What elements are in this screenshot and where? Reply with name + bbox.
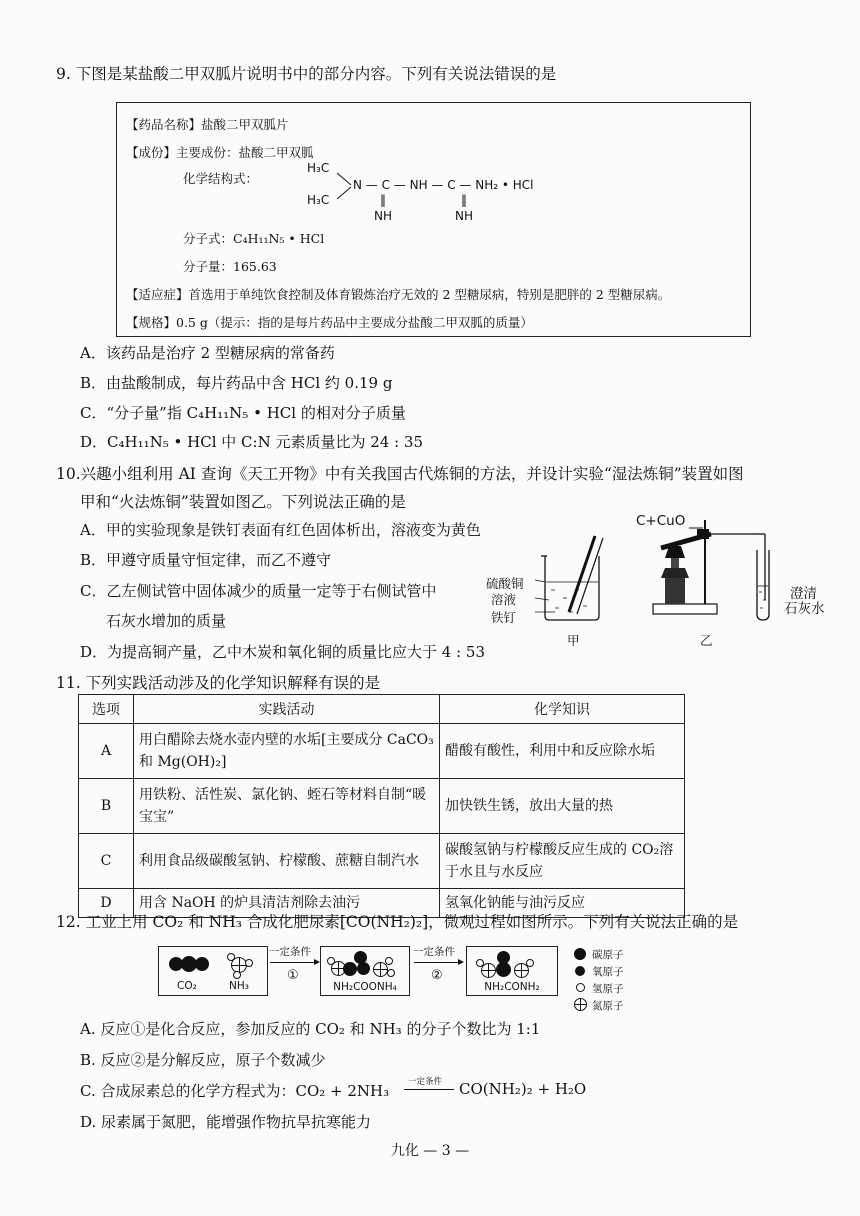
hydrogen-atom: [476, 959, 484, 967]
row-option: D: [79, 889, 134, 918]
q10-stem-line2: 甲和“火法炼铜”装置如图乙。下列说法正确的是: [80, 493, 406, 511]
product-label: NH₂CONH₂: [484, 981, 540, 993]
q12-option-c-product: CO(NH₂)₂ + H₂O: [459, 1080, 587, 1098]
row-knowledge: 碳酸氢钠与柠檬酸反应生成的 CO₂溶于水且与水反应: [445, 842, 674, 880]
carbon-atom: [496, 962, 511, 977]
row-option: B: [79, 779, 134, 834]
q9-option-b: B．由盐酸制成，每片药品中含 HCl 约 0.19 g: [80, 374, 393, 392]
arrow-1: [270, 962, 316, 963]
co2-label: CO₂: [177, 980, 197, 992]
oxygen-atom: [357, 962, 370, 975]
q10-option-d: D．为提高铜产量，乙中木炭和氧化铜的质量比应大于 4 : 53: [80, 643, 486, 661]
q12-option-c: C. 合成尿素总的化学方程式为：CO₂ + 2NH₃: [80, 1082, 390, 1100]
q12-option-b: B. 反应②是分解反应，原子个数减少: [80, 1051, 326, 1069]
step-2: ②: [431, 968, 443, 983]
drug-name: 【药品名称】盐酸二甲双胍片: [126, 117, 289, 132]
row-option: C: [79, 834, 134, 889]
hydrogen-atom: [387, 969, 395, 977]
h3c-bottom: H₃C: [307, 193, 330, 207]
legend-oxygen-icon: [575, 966, 585, 976]
intermediate-box: [320, 946, 410, 996]
q11-stem: 11. 下列实践活动涉及的化学知识解释有误的是: [56, 674, 381, 692]
condition-1: 一定条件: [269, 946, 311, 958]
row-knowledge: 加快铁生锈，放出大量的热: [445, 798, 613, 814]
row-activity: 用铁粉、活性炭、氯化钠、蛭石等材料自制“暖宝宝”: [139, 787, 427, 825]
row-activity: 用含 NaOH 的炉具清洁剂除去油污: [139, 895, 361, 911]
row-activity: 利用食品级碳酸氢钠、柠檬酸、蔗糖自制汽水: [139, 853, 419, 869]
row-knowledge: 氢氧化钠能与油污反应: [445, 895, 585, 911]
hydrogen-atom: [327, 957, 335, 965]
hydrogen-atom: [245, 959, 253, 967]
legend-hydrogen: 氢原子: [592, 983, 624, 995]
legend-hydrogen-icon: [576, 983, 585, 992]
q10-option-c-cont: 石灰水增加的质量: [106, 612, 227, 630]
chain: N — C — NH — C — NH₂ • HCl: [353, 178, 534, 192]
legend-carbon: 碳原子: [592, 949, 624, 961]
reactants-box: [158, 946, 268, 996]
row-option: A: [79, 724, 134, 779]
table-row: [79, 779, 685, 834]
equation-arrow: [404, 1089, 454, 1090]
arrow-2: [414, 962, 460, 963]
hydrogen-atom: [227, 953, 235, 961]
row-activity: 用白醋除去烧水壶内壁的水垢[主要成分 CaCO₃和 Mg(OH)₂]: [139, 732, 434, 770]
table-header-option: 选项: [79, 695, 134, 724]
nail-label: 铁钉: [491, 610, 517, 625]
molecular-formula: 分子式：C₄H₁₁N₅ • HCl: [183, 231, 325, 246]
equation-condition: 一定条件: [408, 1077, 443, 1087]
row-knowledge: 醋酸有酸性，利用中和反应除水垢: [445, 743, 655, 759]
q12-option-d: D. 尿素属于氮肥，能增强作物抗旱抗寒能力: [80, 1113, 372, 1131]
q10-stem-line1: 10.兴趣小组利用 AI 查询《天工开物》中有关我国古代炼铜的方法，并设计实验“湿法炼铜”装置如图: [56, 465, 744, 483]
hydrogen-atom: [385, 957, 393, 965]
table-row: [79, 834, 685, 889]
q9-option-d: D．C₄H₁₁N₅ • HCl 中 C:N 元素质量比为 24 : 35: [80, 433, 423, 451]
indication: 【适应症】首选用于单纯饮食控制及体育锻炼治疗无效的 2 型糖尿病，特别是肥胖的 2 型糖尿病。: [126, 287, 671, 302]
table-row: [79, 724, 685, 779]
carbon-atom: [343, 962, 357, 976]
q11-table: [78, 694, 685, 918]
structure-label: 化学结构式：: [183, 171, 259, 186]
legend-carbon-icon: [574, 948, 586, 960]
q9-option-c: C．“分子量”指 C₄H₁₁N₅ • HCl 的相对分子质量: [80, 404, 406, 422]
oxygen-atom: [195, 957, 209, 971]
h3c-top: H₃C: [307, 161, 330, 175]
page-footer: 九化 — 3 —: [390, 1143, 470, 1159]
legend-nitrogen: 氮原子: [592, 1000, 624, 1012]
legend-nitrogen-icon: [574, 998, 587, 1011]
specification: 【规格】0.5 g（提示：指的是每片药品中主要成分盐酸二甲双胍的质量）: [126, 315, 533, 330]
cuso4-label-1: 硫酸铜: [486, 576, 524, 591]
imine-2: NH: [455, 209, 473, 223]
arrow-2-head: [458, 959, 464, 965]
imine-1: NH: [374, 209, 392, 223]
q10-option-b: B．甲遵守质量守恒定律，而乙不遵守: [80, 551, 332, 569]
step-1: ①: [287, 968, 299, 983]
n-bonds: [335, 169, 355, 203]
q9-option-a: A．该药品是治疗 2 型糖尿病的常备药: [80, 344, 335, 362]
legend-oxygen: 氧原子: [592, 966, 624, 978]
cuso4-label-2: 溶液: [491, 592, 517, 607]
double-bond-1: ‖: [380, 193, 386, 207]
figure-label-yi: 乙: [700, 633, 713, 648]
figure-label-jia: 甲: [567, 633, 580, 648]
double-bond-2: ‖: [461, 193, 467, 207]
nh3-label: NH₃: [229, 980, 249, 992]
drug-ingredient: 【成份】主要成份：盐酸二甲双胍: [126, 145, 314, 160]
table-header-knowledge: 化学知识: [440, 695, 685, 724]
q12-stem: 12. 工业上用 CO₂ 和 NH₃ 合成化肥尿素[CO(NH₂)₂]，微观过程如图所示。下列有关说法正确的是: [56, 913, 739, 931]
hydrogen-atom: [233, 971, 241, 979]
product-box: [466, 946, 558, 996]
molecular-mass: 分子量：165.63: [183, 259, 277, 274]
drug-info-box: [116, 102, 751, 337]
q9-stem: 9. 下图是某盐酸二甲双胍片说明书中的部分内容。下列有关说法错误的是: [56, 65, 557, 83]
limewater-label-2: 石灰水: [784, 601, 825, 617]
condition-2: 一定条件: [413, 946, 455, 958]
reagent-label: C+CuO: [636, 513, 686, 529]
q12-option-a: A. 反应①是化合反应，参加反应的 CO₂ 和 NH₃ 的分子个数比为 1:1: [80, 1020, 541, 1038]
hydrogen-atom: [526, 959, 534, 967]
intermediate-label: NH₂COONH₄: [333, 981, 397, 993]
q10-option-a: A．甲的实验现象是铁钉表面有红色固体析出，溶液变为黄色: [80, 521, 481, 539]
table-header-activity: 实践活动: [134, 695, 440, 724]
q10-option-c: C．乙左侧试管中固体减少的质量一定等于右侧试管中: [80, 582, 437, 600]
limewater-label-1: 澄清: [790, 586, 817, 602]
